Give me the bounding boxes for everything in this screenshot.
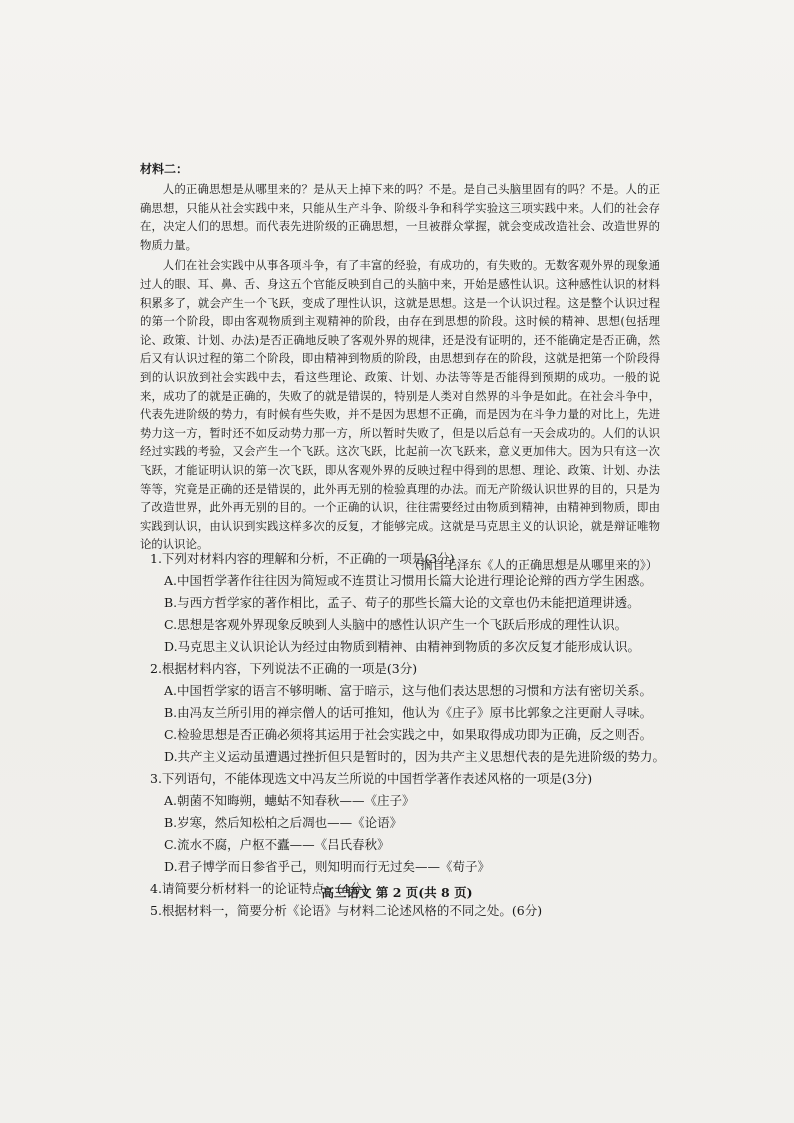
option-c: C.检验思想是否正确必须将其运用于社会实践之中，如果取得成功即为正确，反之则否。 [164, 727, 653, 742]
question-stem: 1.下列对材料内容的理解和分析，不正确的一项是(3分) [150, 551, 455, 566]
question-1 [140, 548, 660, 658]
question-stem: 4.请简要分析材料一的论证特点。(4分) [150, 881, 368, 896]
option-a: A.中国哲学著作往往因为简短或不连贯让习惯用长篇大论进行理论论辩的西方学生困惑。 [164, 573, 653, 588]
option-a: A.朝菌不知晦朔，蟪蛄不知春秋——《庄子》 [164, 793, 415, 808]
material-paragraph-2: 人们在社会实践中从事各项斗争，有了丰富的经验，有成功的，有失败的。无数客观外界的现象通过人的眼、耳、鼻、舌、身这五个官能反映到自己的头脑中来，开始是感性认识。这种感性认识的材料积累多了，就会产生一个飞跃，变成了理性认识，这就是思想。这是一个认识过程。这是整个认识过程的第一个阶段，即由客观物质到主观精神的阶段，由存在到思想的阶段。这时候的精神、思想(包括理论、政策、计划、办法)是否正确地反映了客观外界的规律，还是没有证明的，还不能确定是否正确，然后又有认识过程的第二个阶段，即由精神到物质的阶段，由思想到存在的阶段，这就是把第一个阶段得到的认识放到社会实践中去，看这些理论、政策、计划、办法等等是否能得到预期的成功。一般的说来，成功了的就是正确的，失败了的就是错误的，特别是人类对自然界的斗争是如此。在社会斗争中，代表先进阶级的势力，有时候有些失败，并不是因为思想不正确，而是因为在斗争力量的对比上，先进势力这一方，暂时还不如反动势力那一方，所以暂时失败了，但是以后总有一天会成功的。人们的认识经过实践的考验，又会产生一个飞跃。这次飞跃，比起前一次飞跃来，意义更加伟大。因为只有这一次飞跃，才能证明认识的第一次飞跃，即从客观外界的反映过程中得到的思想、理论、政策、计划、办法等等，究竟是正确的还是错误的，此外再无别的检验真理的办法。而无产阶级认识世界的目的，只是为了改造世界，此外再无别的目的。一个正确的认识，往往需要经过由物质到精神，由精神到物质，即由实践到认识，由认识到实践这样多次的反复，才能够完成。这就是马克思主义的认识论，就是辩证唯物论的认识论。 [140, 258, 660, 552]
question-2 [140, 658, 666, 768]
option-a: A.中国哲学家的语言不够明晰、富于暗示，这与他们表达思想的习惯和方法有密切关系。 [164, 683, 653, 698]
question-3 [140, 768, 660, 878]
option-list [140, 790, 660, 878]
option-list [140, 570, 660, 658]
material-source: （摘自毛泽东《人的正确思想是从哪里来的》） [408, 557, 658, 572]
option-d: D.马克思主义认识论认为经过由物质到精神、由精神到物质的多次反复才能形成认识。 [164, 639, 641, 654]
option-list [140, 680, 666, 768]
option-b: B.由冯友兰所引用的禅宗僧人的话可推知，他认为《庄子》原书比郭象之注更耐人寻味。 [164, 705, 653, 720]
option-d: D.君子博学而日参省乎己，则知明而行无过矣——《荀子》 [164, 859, 491, 874]
question-stem: 3.下列语句，不能体现选文中冯友兰所说的中国哲学著作表述风格的一项是(3分) [150, 771, 593, 786]
page-footer: 高三语文 第 2 页(共 8 页) [321, 885, 473, 900]
question-5 [140, 900, 660, 922]
option-b: B.与西方哲学家的著作相比，孟子、荀子的那些长篇大论的文章也仍未能把道理讲透。 [164, 595, 640, 610]
material-label: 材料二： [140, 162, 189, 176]
option-d: D.共产主义运动虽遭遇过挫折但只是暂时的，因为共产主义思想代表的是先进阶级的势力。 [164, 749, 666, 764]
option-b: B.岁寒，然后知松柏之后凋也——《论语》 [164, 815, 403, 830]
reading-material [140, 160, 660, 576]
option-c: C.思想是客观外界现象反映到人头脑中的感性认识产生一个飞跃后形成的理性认识。 [164, 617, 628, 632]
material-paragraph-1: 人的正确思想是从哪里来的？是从天上掉下来的吗？不是。是自己头脑里固有的吗？不是。人的正确思想，只能从社会实践中来，只能从生产斗争、阶级斗争和科学实验这三项实践中来。人们的社会存在，决定人们的思想。而代表先进阶级的正确思想，一旦被群众掌握，就会变成改造社会、改造世界的物质力量。 [140, 182, 660, 252]
option-c: C.流水不腐，户枢不蠹——《吕氏春秋》 [164, 837, 390, 852]
question-stem: 5.根据材料一，简要分析《论语》与材料二论述风格的不同之处。(6分) [150, 903, 543, 918]
question-list [140, 548, 666, 922]
question-stem: 2.根据材料内容，下列说法不正确的一项是(3分) [150, 661, 418, 676]
